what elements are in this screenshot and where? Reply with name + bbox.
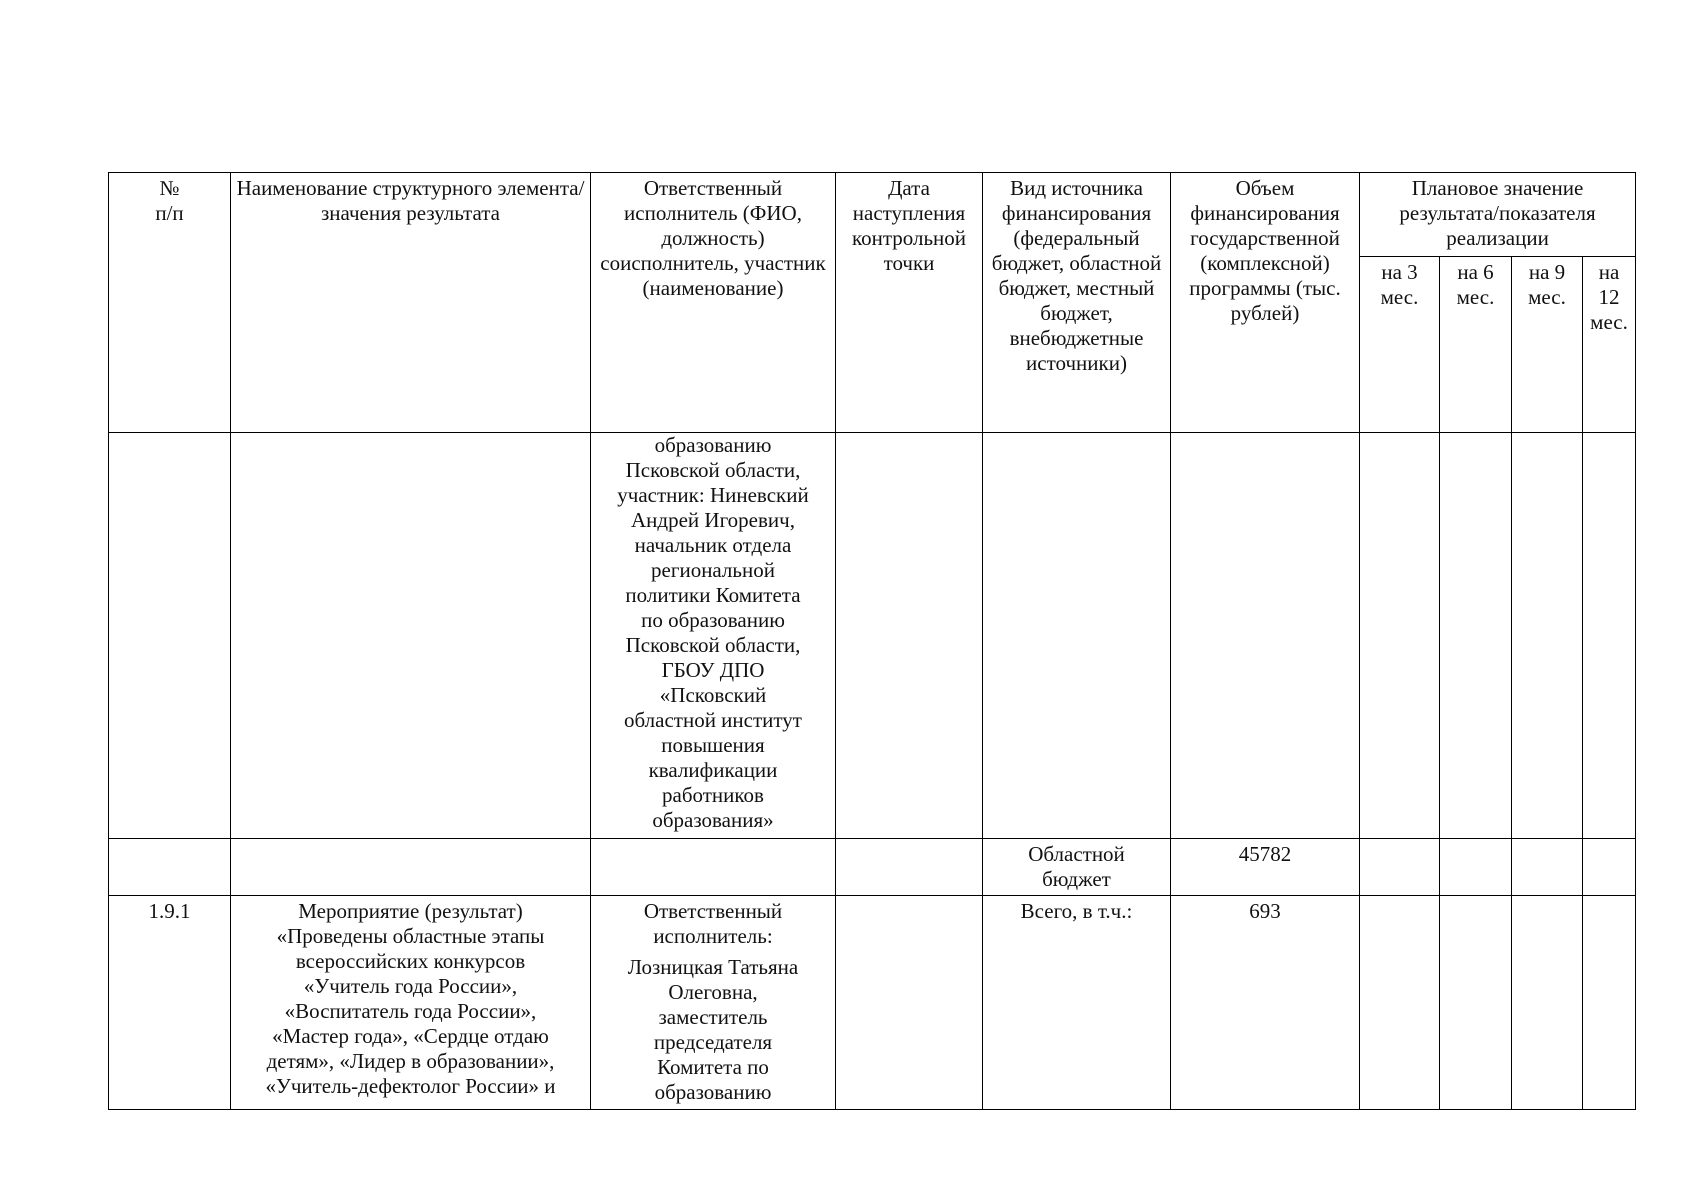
program-table <box>108 172 1636 1110</box>
header-date: Дата наступления контрольной точки <box>836 173 983 433</box>
header-source: Вид источника финансирования (федеральный бюджет, областной бюджет, местный бюджет, внебюджетные источники) <box>983 173 1171 433</box>
cell-date <box>836 433 983 839</box>
header-responsible: Ответственный исполнитель (ФИО, должность) соисполнитель, участник (наименование) <box>591 173 836 433</box>
cell-q3 <box>1360 896 1440 1110</box>
cell-num <box>109 839 231 896</box>
cell-num <box>109 433 231 839</box>
cell-q9 <box>1512 433 1583 839</box>
cell-source: Областной бюджет <box>983 839 1171 896</box>
cell-q9 <box>1512 896 1583 1110</box>
header-volume: Объем финансирования государственной (комплексной) программы (тыс. рублей) <box>1171 173 1360 433</box>
cell-q3 <box>1360 433 1440 839</box>
cell-responsible: образованию Псковской области, участник: Ниневский Андрей Игоревич, начальник отдела региональной политики Комитета по образованию Псковской области, ГБОУ ДПО «Псковский областной институт повышения квалификации работников образования» <box>591 433 836 839</box>
cell-date <box>836 896 983 1110</box>
cell-name <box>231 839 591 896</box>
cell-num: 1.9.1 <box>109 896 231 1110</box>
cell-volume: 693 <box>1171 896 1360 1110</box>
cell-q12 <box>1583 896 1636 1110</box>
cell-q6 <box>1440 433 1512 839</box>
cell-q6 <box>1440 839 1512 896</box>
table-row <box>109 839 1636 896</box>
responsible-role: Ответственный исполнитель: <box>643 899 783 948</box>
cell-q6 <box>1440 896 1512 1110</box>
header-q9: на 9 мес. <box>1512 257 1583 433</box>
header-row-1 <box>109 173 1636 257</box>
responsible-person: Лозницкая Татьяна Олеговна, заместитель председателя Комитета по образованию <box>627 955 799 1104</box>
table-row <box>109 433 1636 839</box>
cell-name: Мероприятие (результат) «Проведены областные этапы всероссийских конкурсов «Учитель года России», «Воспитатель года России», «Мастер года», «Сердце отдаю детям», «Лидер в образовании», «Учитель-дефектолог России» и <box>231 896 591 1110</box>
header-q3: на 3 мес. <box>1360 257 1440 433</box>
header-q12: на 12 мес. <box>1583 257 1636 433</box>
table-row <box>109 896 1636 1110</box>
header-q6: на 6 мес. <box>1440 257 1512 433</box>
cell-q3 <box>1360 839 1440 896</box>
header-name: Наименование структурного элемента/ значения результата <box>231 173 591 433</box>
cell-volume <box>1171 433 1360 839</box>
header-num: № п/п <box>109 173 231 433</box>
cell-source: Всего, в т.ч.: <box>983 896 1171 1110</box>
cell-responsible <box>591 896 836 1110</box>
cell-responsible <box>591 839 836 896</box>
cell-source <box>983 433 1171 839</box>
cell-q12 <box>1583 839 1636 896</box>
cell-q12 <box>1583 433 1636 839</box>
cell-date <box>836 839 983 896</box>
cell-volume: 45782 <box>1171 839 1360 896</box>
header-planned: Плановое значение результата/показателя реализации <box>1360 173 1636 257</box>
cell-q9 <box>1512 839 1583 896</box>
cell-name <box>231 433 591 839</box>
